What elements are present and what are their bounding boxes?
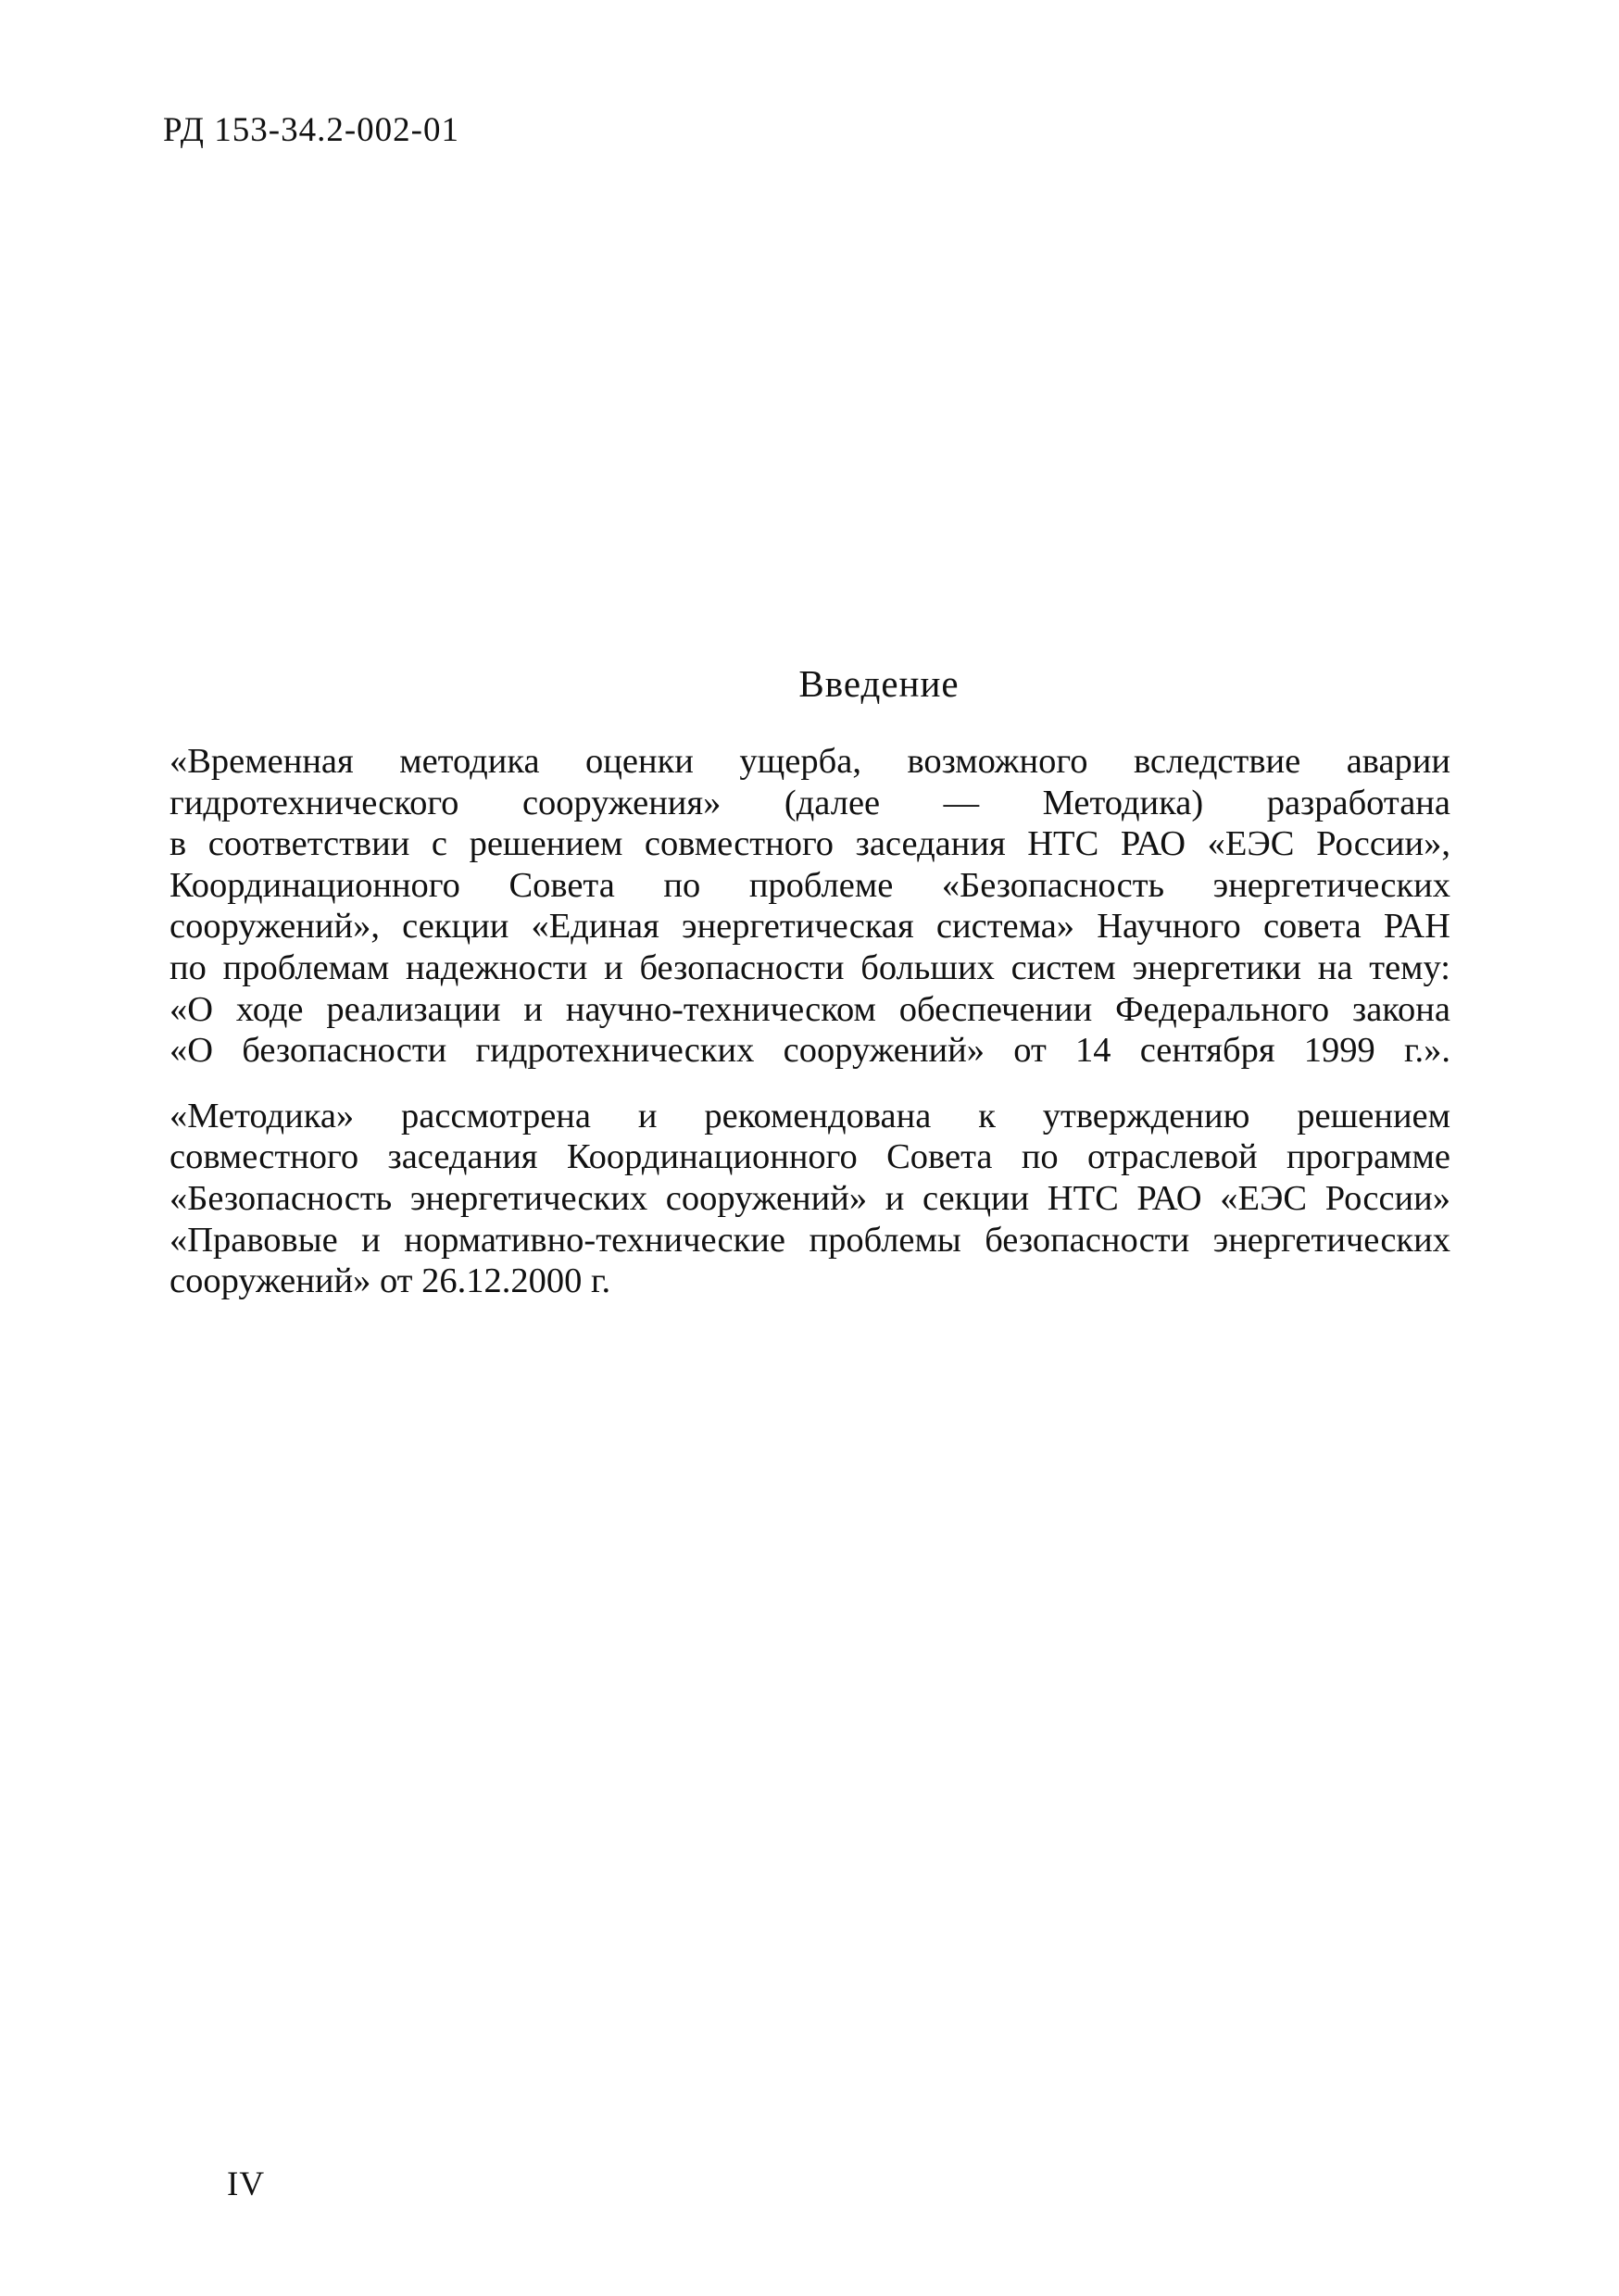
- section-title: Введение: [798, 662, 960, 705]
- text-line: «Правовые и нормативно-технические проблемы безопасности энергетических: [169, 1220, 1450, 1260]
- page-number: IV: [227, 2165, 266, 2203]
- text-line: «О безопасности гидротехнических сооружений» от 14 сентября 1999 г.».: [169, 1031, 1450, 1071]
- paragraph-approval: [169, 1096, 1450, 1302]
- text-line: в соответствии с решением совместного заседания НТС РАО «ЕЭС России»,: [169, 824, 1450, 864]
- text-line: «Методика» рассмотрена и рекомендована к утверждению решением: [169, 1096, 1450, 1135]
- text-line: Координационного Совета по проблеме «Безопасность энергетических: [169, 865, 1450, 905]
- text-line: гидротехнического сооружения» (далее — Методика) разработана: [169, 783, 1450, 822]
- text-line: сооружений», секции «Единая энергетическая система» Научного совета РАН: [169, 907, 1450, 947]
- document-code: РД 153-34.2-002-01: [163, 111, 459, 149]
- text-line: совместного заседания Координационного Совета по отраслевой программе: [169, 1137, 1450, 1177]
- text-line: по проблемам надежности и безопасности больших систем энергетики на тему:: [169, 947, 1450, 987]
- text-line: «Временная методика оценки ущерба, возможного вследствие аварии: [169, 742, 1450, 781]
- text-line: «Безопасность энергетических сооружений» и секции НТС РАО «ЕЭС России»: [169, 1178, 1450, 1218]
- text-line: «О ходе реализации и научно-техническом обеспечении Федерального закона: [169, 989, 1450, 1029]
- text-line: сооружений» от 26.12.2000 г.: [169, 1261, 611, 1301]
- body-text: [169, 741, 1450, 1302]
- paragraph-introduction: [169, 741, 1450, 1072]
